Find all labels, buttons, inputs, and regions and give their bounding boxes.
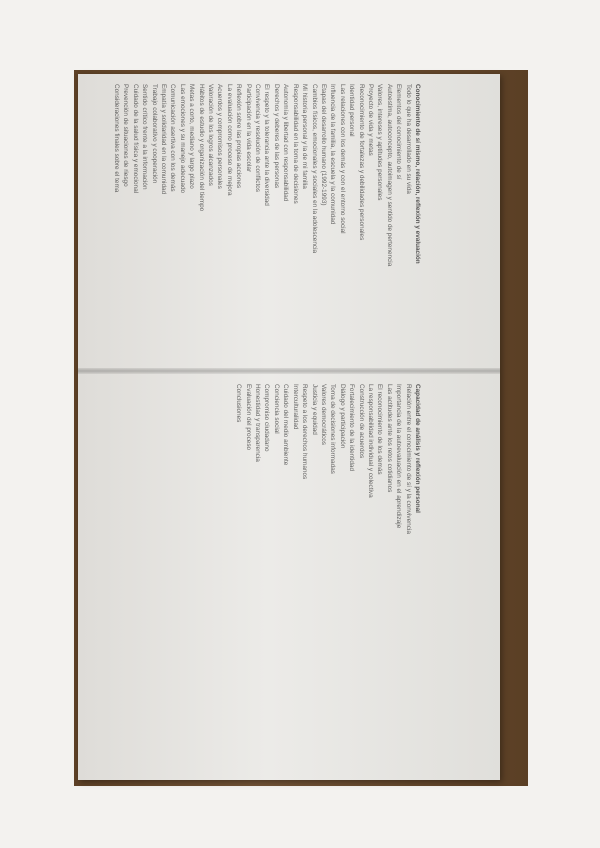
text-line: Proyecto de vida y metas [366,84,374,156]
text-line: Las emociones y su manejo adecuado [178,84,186,194]
text-line: Construcción de acuerdos [357,384,365,459]
top-page-text [92,84,422,430]
text-line: La evaluación como proceso de mejora [225,84,233,196]
text-line: Compromiso ciudadano [263,384,271,452]
text-line: Comunicación asertiva con los demás [169,84,177,192]
text-line: Elementos del conocimiento de sí [395,84,403,180]
text-line: Justicia y equidad [310,384,318,435]
text-line: La responsabilidad individual y colectiva [366,384,374,498]
text-line: Valores, intereses y aptitudes personales [376,84,384,201]
text-line: Reflexión sobre las propias acciones [235,84,243,189]
text-line: Derechos y deberes de las personas [272,84,280,189]
text-line: Hábitos de estudio y organización del tiempo [197,84,205,212]
text-line: Conocimiento de sí mismo, relación, reflexión y evaluación [414,84,421,264]
text-line: Honestidad y transparencia [254,384,262,462]
text-line: Consideraciones finales sobre el tema [113,84,120,193]
text-line: El reconocimiento de los demás [376,384,384,475]
text-line: Autonomía y libertad con responsabilidad [282,84,290,202]
text-line: Respeto a los derechos humanos [301,384,309,480]
text-line: Las relaciones con los demás y con el entorno social [338,84,346,234]
text-line: Conciencia social [272,384,280,434]
text-line: Trabajo colaborativo y cooperación [150,84,158,184]
text-line: Convivencia y resolución de conflictos [254,84,262,192]
text-line: Valoración de los logros alcanzados [207,84,215,186]
text-line: Fortalecimiento de la identidad [348,384,356,472]
text-line: Cambios físicos, emocionales y sociales en la adolescencia [310,84,318,254]
text-line: Participación en la vida escolar [244,84,252,173]
bottom-page-text [92,384,422,730]
text-line: Mi historia personal y la de mi familia [301,84,309,189]
text-line: Evaluación del proceso [244,384,252,451]
text-line: Identidad personal [348,84,356,137]
text-line: Todo lo que ha desarrollado en su vida [404,84,412,194]
text-line: Responsabilidad en la toma de decisiones [291,84,299,204]
text-line: Capacidad de análisis y reflexión personal [414,384,421,513]
text-line: Interculturalidad [291,384,299,430]
bottom-page [92,384,422,730]
text-line: Relación entre el conocimiento de sí y la convivencia [404,384,412,534]
text-line: Influencia de la familia, la escuela y la comunidad [329,84,337,225]
text-line: Cuidado de la salud física y emocional [131,84,139,194]
text-line: Diálogo y participación [338,384,346,449]
text-line: Metas a corto, mediano y largo plazo [188,84,196,189]
text-line: Prevención de situaciones de riesgo [122,84,130,187]
text-line: Etapas del desarrollo humano (1992-1993) [319,84,327,206]
text-line: Las actitudes ante los retos cotidianos [385,384,393,493]
top-page [92,84,422,430]
text-line: Autoestima, autoconcepto, autoimagen y sentido de pertenencia [385,84,393,267]
text-line: Reconocimiento de fortalezas y debilidades personales [357,84,365,241]
text-line: Cuidado del medio ambiente [282,384,290,466]
text-line: Conclusiones [235,384,243,423]
text-line: Acuerdos y compromisos personales [216,84,224,189]
text-line: Toma de decisiones informadas [329,384,337,474]
text-line: Valores democráticos [319,384,327,445]
text-line: Sentido crítico frente a la información [141,84,149,190]
text-line: Importancia de la autoevaluación en el aprendizaje [395,384,403,529]
text-line: El respeto y la tolerancia ante la diversidad [263,84,271,206]
text-line: Empatía y solidaridad en la comunidad [160,84,168,195]
